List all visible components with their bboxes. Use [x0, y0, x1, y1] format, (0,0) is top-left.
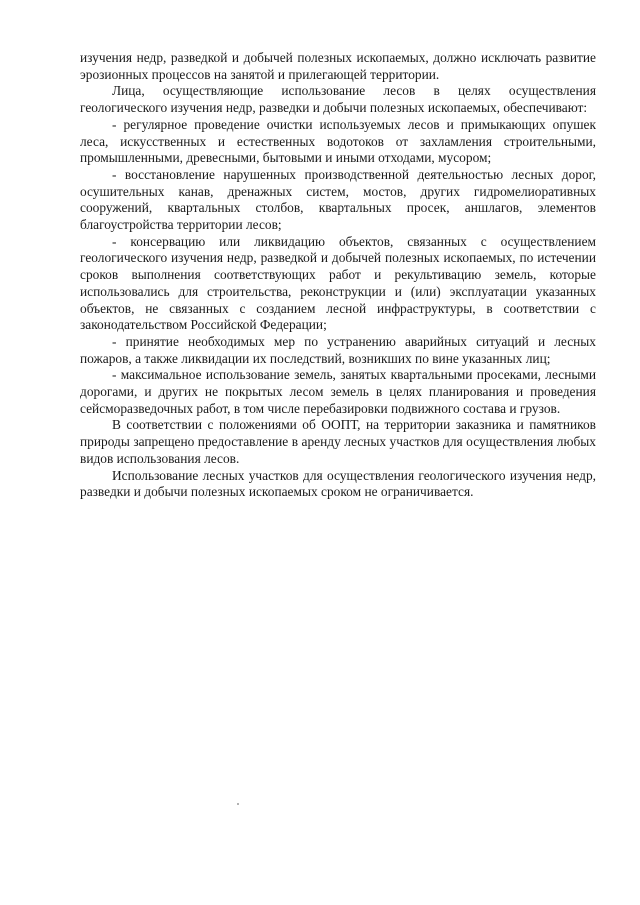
document-body — [80, 50, 596, 501]
list-item-land-use: - максимальное использование земель, занятых квартальными просеками, лесными дорогами, и других не покрытых лесом земель в целях планирования и проведения сейсморазведочных работ, в том числе перебазировки подвижного состава и грузов. — [80, 367, 596, 416]
list-item-emergency-measures: - принятие необходимых мер по устранению аварийных ситуаций и лесных пожаров, а также ликвидации их последствий, возникших по вине указанных лиц; — [80, 333, 596, 366]
list-item-cleaning: - регулярное проведение очистки используемых лесов и примыкающих опушек леса, искусственных и естественных водотоков от захламления строительными, промышленными, древесными, бытовыми и иными отходами, мусором; — [80, 116, 596, 166]
paragraph-continuation: изучения недр, разведкой и добычей полезных ископаемых, должно исключать развитие эрозионных процессов на занятой и прилегающей территории. — [80, 50, 596, 82]
paragraph-protected-areas: В соответствии с положениями об ООПТ, на территории заказника и памятников природы запрещено предоставление в аренду лесных участков для осуществления любых видов использования лесов. — [80, 417, 596, 466]
list-item-restoration: - восстановление нарушенных производственной деятельностью лесных дорог, осушительных канав, дренажных систем, мостов, других гидромелиоративных сооружений, квартальных столбов, квартальных просек, аншлагов, элементов благоустройства территории лесов; — [80, 166, 596, 233]
scan-speck — [237, 803, 239, 805]
paragraph-obligations-intro: Лица, осуществляющие использование лесов в целях осуществления геологического изучения недр, разведки и добычи полезных ископаемых, обеспечивают: — [80, 83, 596, 116]
paragraph-term: Использование лесных участков для осуществления геологического изучения недр, разведки и добычи полезных ископаемых сроком не ограничивается. — [80, 467, 596, 500]
list-item-conservation: - консервацию или ликвидацию объектов, связанных с осуществлением геологического изучения недр, разведкой и добычей полезных ископаемых, по истечении сроков выполнения соответствующих работ и рекультивацию земель, которые использовались для строительства, реконструкции и (или) эксплуатации указанных объектов, не связанных с созданием лесной инфраструктуры, в соответствии с законодательством Российской Федерации; — [80, 233, 596, 333]
